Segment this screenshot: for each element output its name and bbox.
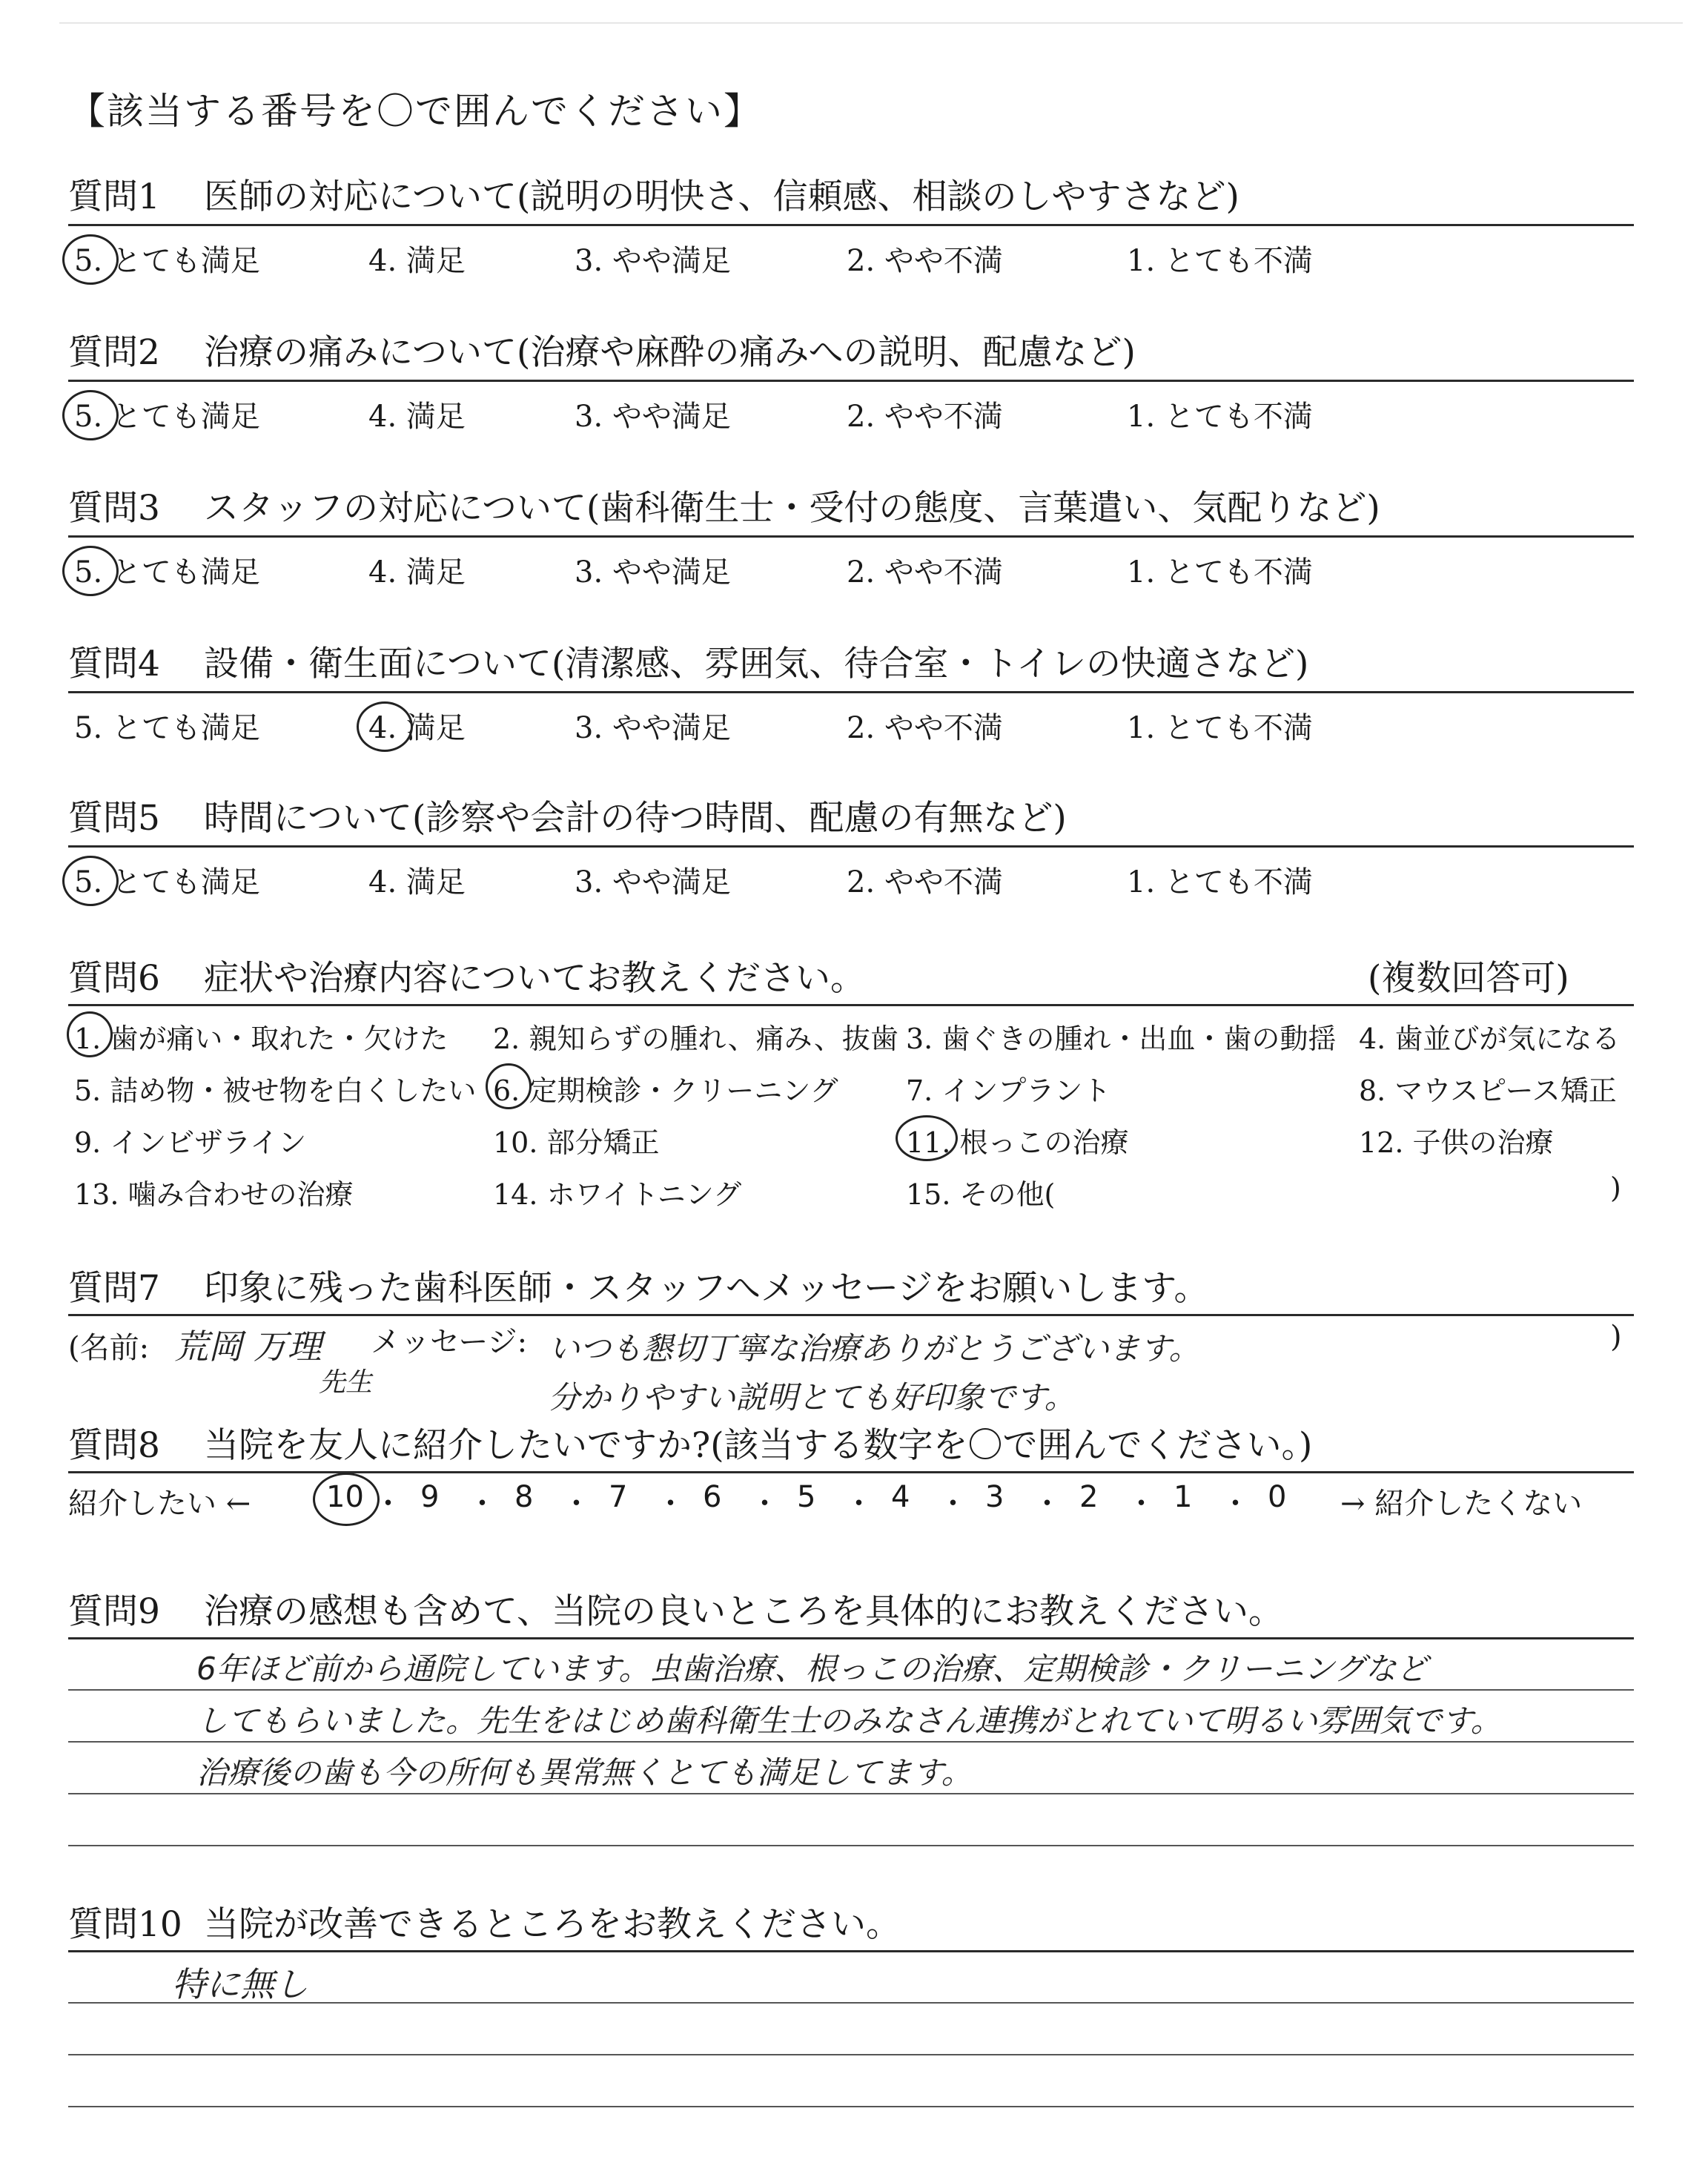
q3-option-3: 3. やや満足 xyxy=(575,555,731,589)
q8-label: 質問8 xyxy=(68,1425,160,1466)
q8-right-label: → 紹介したくない xyxy=(1340,1487,1583,1521)
q8-scale-item: ・ xyxy=(749,1487,780,1521)
q6-selected-circle-11 xyxy=(896,1115,958,1161)
page-title: 【該当する番号を〇で囲んでください】 xyxy=(68,90,762,133)
q6-selected-circle-1 xyxy=(67,1011,113,1057)
q7-message-line2: 分かりやすい説明とても好印象です。 xyxy=(549,1379,1076,1416)
q8-scale-item: 6 xyxy=(703,1480,722,1514)
q3-option-5: 5. とても満足 xyxy=(74,555,260,589)
q8-scale-item: 7 xyxy=(609,1480,628,1514)
q8-scale-item: ・ xyxy=(1220,1487,1251,1521)
q9-line-2 xyxy=(68,1741,1634,1743)
q5-label: 質問5 xyxy=(68,798,160,839)
q2-option-3: 3. やや満足 xyxy=(575,400,731,434)
q10-text: 当院が改善できるところをお教えください。 xyxy=(204,1904,901,1945)
q6-option-2: 2. 親知らずの腫れ、痛み、抜歯 xyxy=(493,1023,898,1055)
q4-option-5: 5. とても満足 xyxy=(74,711,260,745)
q9-line-3 xyxy=(68,1793,1634,1794)
q1-option-2: 2. やや不満 xyxy=(847,244,1003,278)
q4-label: 質問4 xyxy=(68,644,160,684)
q6-option-8: 8. マウスピース矯正 xyxy=(1359,1074,1617,1107)
q8-selected-circle xyxy=(313,1473,380,1526)
q7-text: 印象に残った歯科医師・スタッフへメッセージをお願いします。 xyxy=(204,1268,1209,1309)
q2-option-4: 4. 満足 xyxy=(368,400,466,434)
q9-label: 質問9 xyxy=(68,1591,160,1632)
q7-rule xyxy=(68,1314,1634,1316)
q2-option-5: 5. とても満足 xyxy=(74,400,260,434)
q5-selected-circle xyxy=(62,856,119,906)
q3-label: 質問3 xyxy=(68,488,160,529)
q7-label: 質問7 xyxy=(68,1268,160,1309)
q5-option-4: 4. 満足 xyxy=(368,865,466,899)
q5-rule xyxy=(68,845,1634,848)
q8-scale-item: ・ xyxy=(655,1487,686,1521)
q9-answer-line2: してもらいました。先生をはじめ歯科衛生士のみなさん連携がとれていて明るい雰囲気です。 xyxy=(196,1702,1502,1739)
q3-option-2: 2. やや不満 xyxy=(847,555,1003,589)
q1-selected-circle xyxy=(62,234,119,285)
q2-option-1: 1. とても不満 xyxy=(1127,400,1313,434)
q8-scale-item: ・ xyxy=(373,1487,403,1521)
q5-option-5: 5. とても満足 xyxy=(74,865,260,899)
q9-answer-line3: 治療後の歯も今の所何も異常無くとても満足してます。 xyxy=(196,1754,973,1791)
q7-message-label: メッセージ: xyxy=(371,1325,528,1359)
q10-line-3 xyxy=(68,2106,1634,2107)
q9-line-1 xyxy=(68,1689,1634,1691)
q10-line-2 xyxy=(68,2054,1634,2055)
q6-option-6: 6. 定期検診・クリーニング xyxy=(493,1074,838,1107)
q6-option-9: 9. インビザライン xyxy=(74,1126,307,1159)
q8-scale-item: ・ xyxy=(1032,1487,1062,1521)
q1-option-1: 1. とても不満 xyxy=(1127,244,1313,278)
q8-scale-item: 0 xyxy=(1268,1480,1287,1514)
q8-scale-item: ・ xyxy=(1126,1487,1156,1521)
q9-text: 治療の感想も含めて、当院の良いところを具体的にお教えください。 xyxy=(204,1591,1284,1632)
q8-scale-item: ・ xyxy=(938,1487,968,1521)
q4-selected-circle xyxy=(357,701,413,752)
q3-selected-circle xyxy=(62,546,119,596)
q5-option-1: 1. とても不満 xyxy=(1127,865,1313,899)
q6-rule xyxy=(68,1004,1634,1006)
q6-option-16: ) xyxy=(1610,1172,1621,1204)
q6-option-15: 15. その他( xyxy=(906,1178,1056,1211)
q10-rule xyxy=(68,1950,1634,1952)
q6-text: 症状や治療内容についてお教えください。 xyxy=(204,958,866,999)
q3-rule xyxy=(68,535,1634,538)
q8-scale-item: 3 xyxy=(985,1480,1004,1514)
q6-option-4: 4. 歯並びが気になる xyxy=(1359,1023,1621,1055)
q7-honorific: 先生 xyxy=(319,1367,373,1398)
q4-option-1: 1. とても不満 xyxy=(1127,711,1313,745)
q1-text: 医師の対応について(説明の明快さ、信頼感、相談のしやすさなど) xyxy=(204,176,1239,217)
q1-option-4: 4. 満足 xyxy=(368,244,466,278)
q6-option-14: 14. ホワイトニング xyxy=(493,1178,742,1211)
q1-option-5: 5. とても満足 xyxy=(74,244,260,278)
q9-answer-line1: 6年ほど前から通院しています。虫歯治療、根っこの治療、定期検診・クリーニングなど xyxy=(196,1651,1428,1687)
q2-label: 質問2 xyxy=(68,332,160,373)
q8-scale-item: ・ xyxy=(561,1487,592,1521)
q3-text: スタッフの対応について(歯科衛生士・受付の態度、言葉遣い、気配りなど) xyxy=(204,488,1380,529)
q6-option-12: 12. 子供の治療 xyxy=(1359,1126,1554,1159)
q4-rule xyxy=(68,691,1634,693)
q6-option-7: 7. インプラント xyxy=(906,1074,1111,1107)
q3-option-1: 1. とても不満 xyxy=(1127,555,1313,589)
q6-note: (複数回答可) xyxy=(1368,958,1569,999)
q1-rule xyxy=(68,224,1634,226)
q4-option-4: 4. 満足 xyxy=(368,711,466,745)
q5-option-3: 3. やや満足 xyxy=(575,865,731,899)
q6-label: 質問6 xyxy=(68,958,160,999)
q6-option-5: 5. 詰め物・被せ物を白くしたい xyxy=(74,1074,477,1107)
q5-text: 時間について(診察や会計の待つ時間、配慮の有無など) xyxy=(204,798,1067,839)
q6-option-11: 11. 根っこの治療 xyxy=(906,1126,1129,1159)
scan-edge xyxy=(59,22,1683,24)
q8-scale-item: 1 xyxy=(1174,1480,1193,1514)
q6-selected-circle-6 xyxy=(486,1063,532,1109)
q8-scale-item: ・ xyxy=(844,1487,874,1521)
q8-rule xyxy=(68,1471,1634,1473)
q4-option-3: 3. やや満足 xyxy=(575,711,731,745)
q8-scale-item: 9 xyxy=(420,1480,440,1514)
q7-close-paren: ) xyxy=(1610,1320,1622,1354)
q9-line-4 xyxy=(68,1845,1634,1846)
q2-selected-circle xyxy=(62,390,119,440)
q6-option-3: 3. 歯ぐきの腫れ・出血・歯の動揺 xyxy=(906,1023,1337,1055)
q4-text: 設備・衛生面について(清潔感、雰囲気、待合室・トイレの快適さなど) xyxy=(204,644,1309,684)
q8-left-label: 紹介したい ← xyxy=(68,1487,251,1521)
q3-option-4: 4. 満足 xyxy=(368,555,466,589)
q10-answer: 特に無し xyxy=(172,1964,308,2004)
q8-scale-item: 2 xyxy=(1079,1480,1099,1514)
q10-label: 質問10 xyxy=(68,1904,182,1945)
q7-message-line1: いつも懇切丁寧な治療ありがとうございます。 xyxy=(549,1330,1200,1367)
q8-scale-item: 10 xyxy=(326,1480,364,1514)
q2-text: 治療の痛みについて(治療や麻酔の痛みへの説明、配慮など) xyxy=(204,332,1136,373)
q1-option-3: 3. やや満足 xyxy=(575,244,731,278)
q1-label: 質問1 xyxy=(68,176,160,217)
q7-name-label: (名前: xyxy=(68,1331,150,1365)
q8-text: 当院を友人に紹介したいですか?(該当する数字を〇で囲んでください。) xyxy=(204,1425,1313,1466)
q5-option-2: 2. やや不満 xyxy=(847,865,1003,899)
q2-option-2: 2. やや不満 xyxy=(847,400,1003,434)
q6-option-1: 1. 歯が痛い・取れた・欠けた xyxy=(74,1023,448,1055)
q8-scale-item: 4 xyxy=(891,1480,910,1514)
q8-scale-item: ・ xyxy=(467,1487,497,1521)
q4-option-2: 2. やや不満 xyxy=(847,711,1003,745)
q6-option-13: 13. 噛み合わせの治療 xyxy=(74,1178,354,1211)
q6-option-10: 10. 部分矯正 xyxy=(493,1126,660,1159)
q7-name-value: 荒岡 万理 xyxy=(174,1327,322,1367)
q2-rule xyxy=(68,380,1634,382)
q8-scale-item: 8 xyxy=(514,1480,534,1514)
q8-scale-item: 5 xyxy=(797,1480,816,1514)
q9-rule xyxy=(68,1637,1634,1639)
